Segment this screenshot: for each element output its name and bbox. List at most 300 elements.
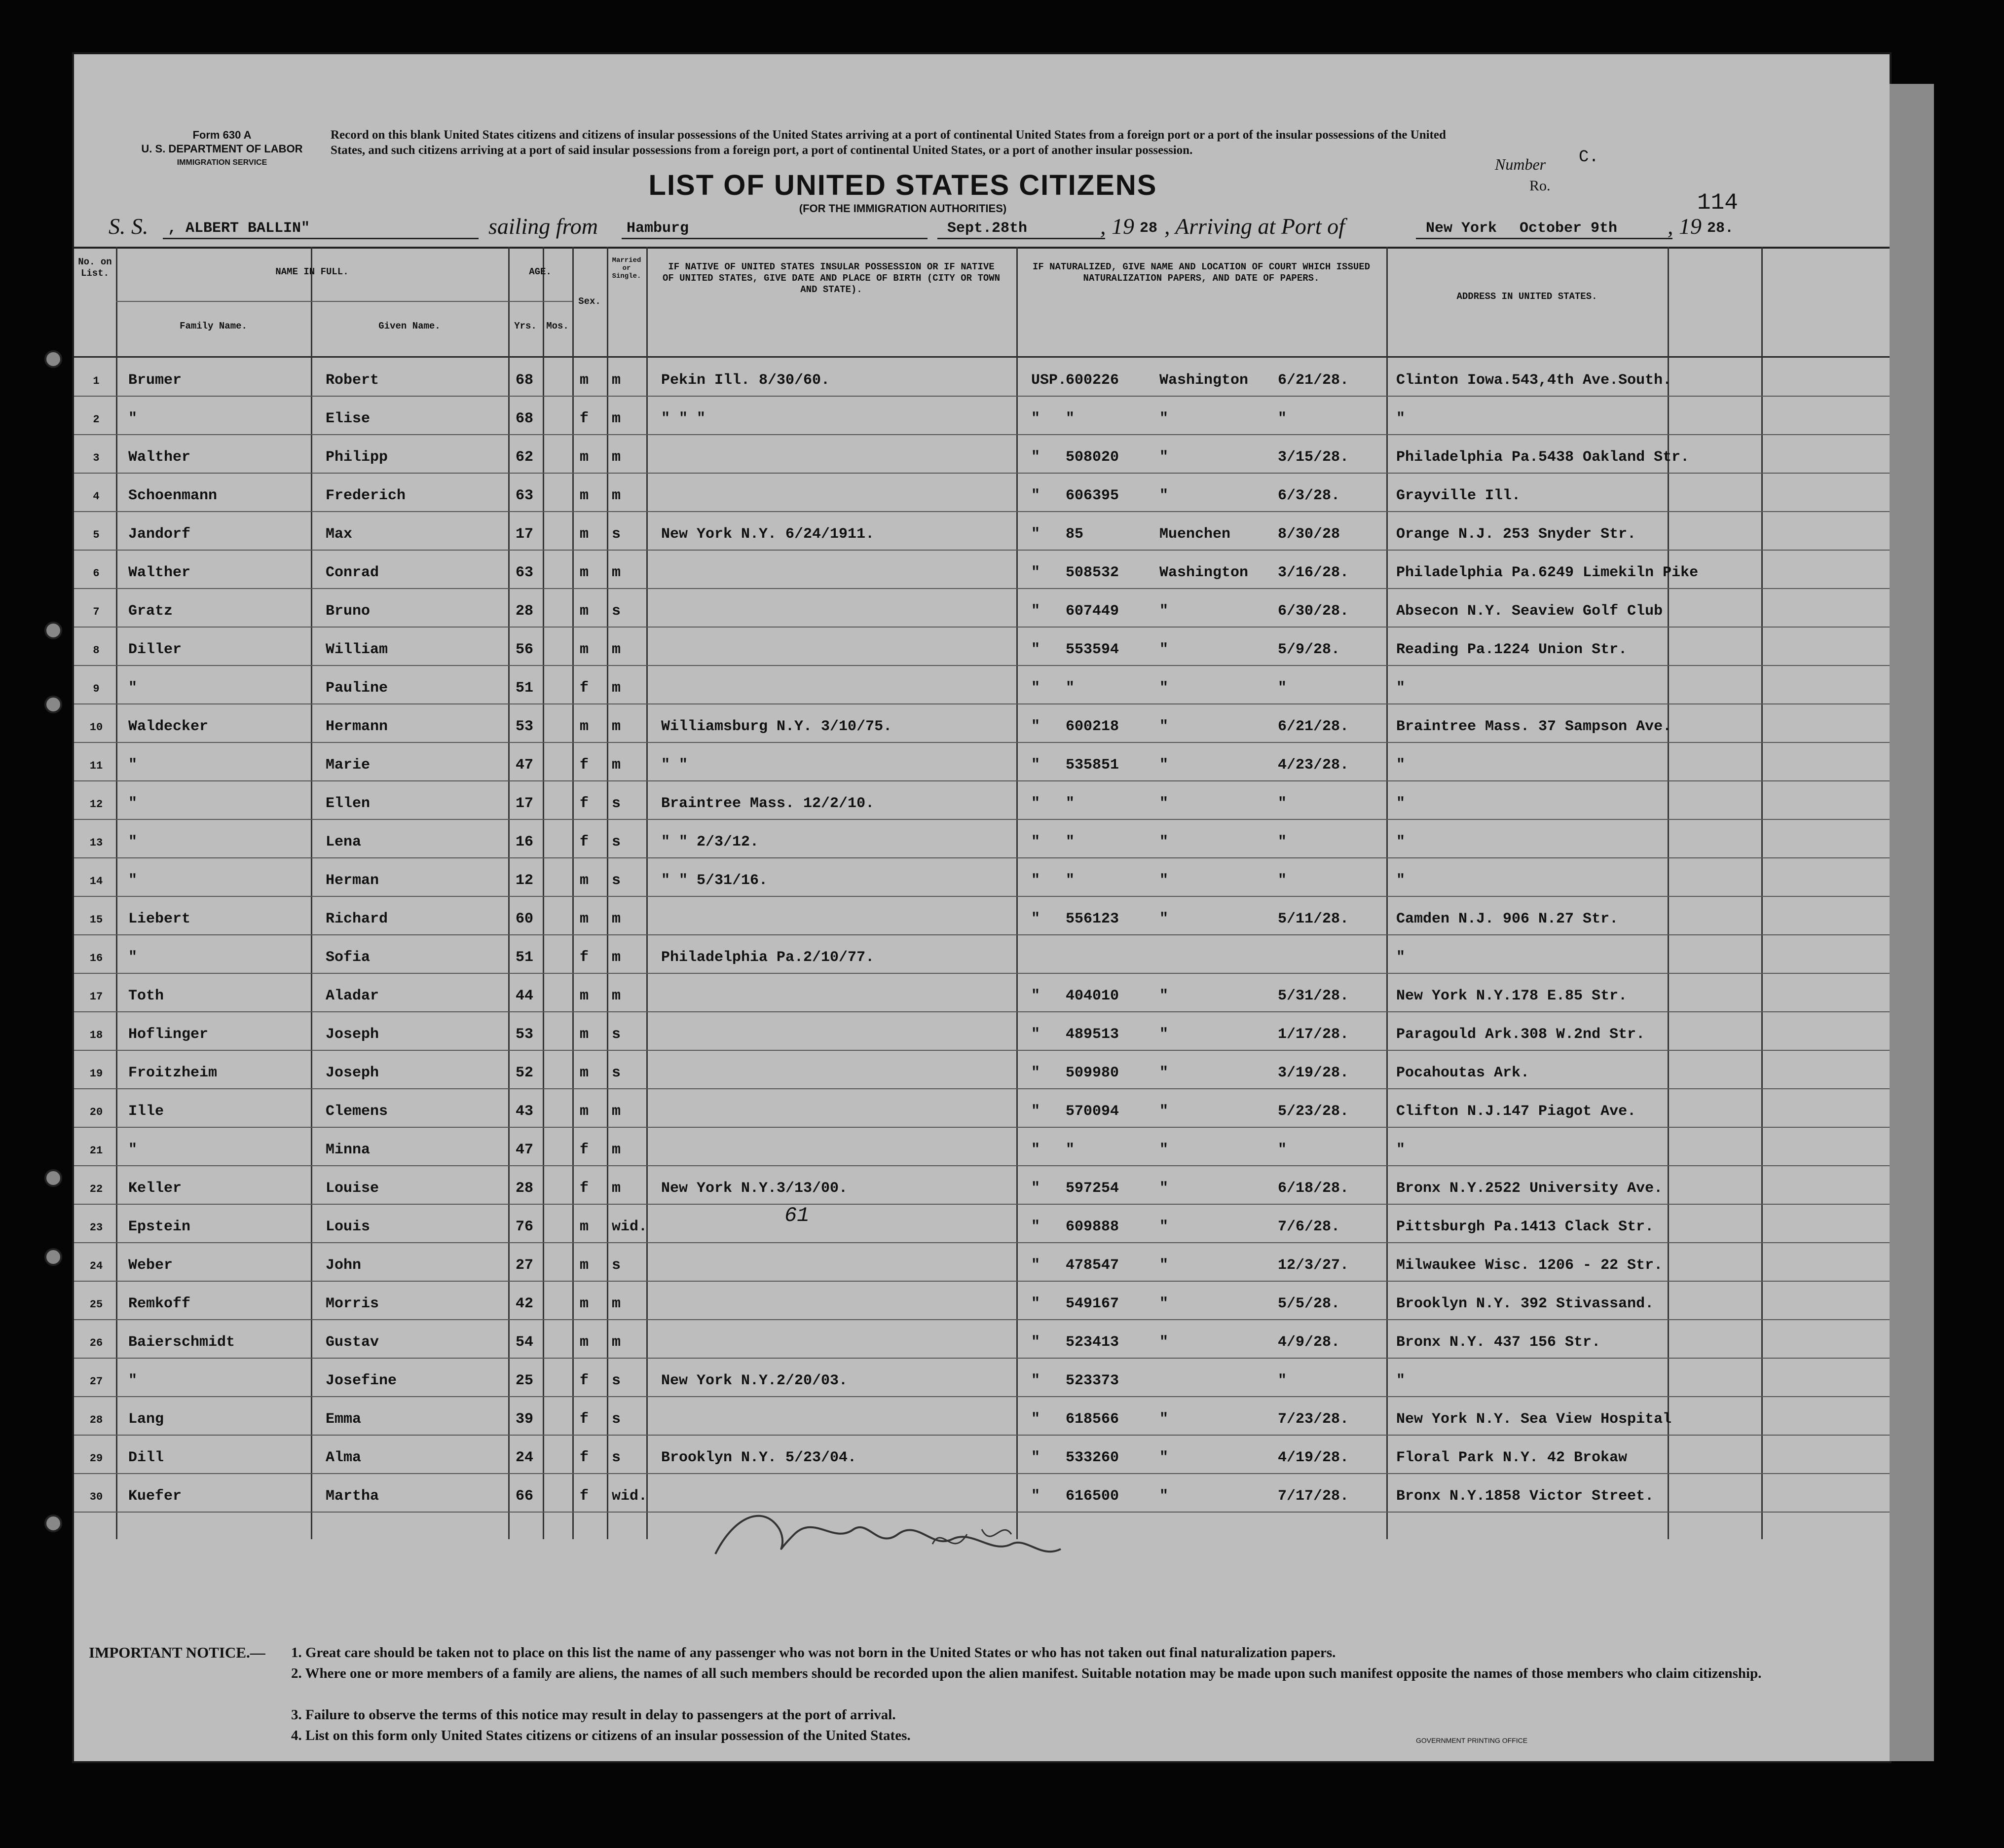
cell-family: Kuefer: [128, 1488, 182, 1505]
cell-no: 17: [89, 991, 103, 1003]
cell-cert: 535851: [1066, 757, 1119, 774]
number-value: C.: [1579, 148, 1599, 167]
table-row: [74, 704, 1890, 743]
cell-cert: 597254: [1066, 1180, 1119, 1197]
cell-address: Milwaukee Wisc. 1206 - 22 Str.: [1396, 1257, 1663, 1274]
col-family-name: Family Name.: [180, 321, 247, 332]
cell-cert-prefix: ": [1031, 834, 1040, 850]
department-name: U. S. DEPARTMENT OF LABOR: [141, 143, 303, 155]
col-no: No. on List.: [78, 257, 112, 279]
cell-given: Clemens: [326, 1103, 388, 1120]
cell-given: Joseph: [326, 1026, 379, 1043]
cell-age: 60: [516, 911, 534, 927]
cell-date: ": [1278, 1142, 1287, 1158]
cell-married: m: [612, 641, 621, 658]
number-label: Number: [1495, 155, 1546, 173]
cell-no: 30: [89, 1491, 103, 1503]
cell-given: Martha: [326, 1488, 379, 1505]
table-row: [74, 820, 1890, 858]
cell-address: Grayville Ill.: [1396, 487, 1521, 504]
cell-cert: 404010: [1066, 988, 1119, 1004]
cell-cert: 478547: [1066, 1257, 1119, 1274]
cell-address: ": [1396, 1372, 1406, 1389]
cell-family: Dill: [128, 1449, 164, 1466]
cell-married: m: [612, 372, 621, 389]
cell-married: s: [612, 795, 621, 812]
cell-given: Pauline: [326, 680, 388, 697]
form-number: Form 630 A: [192, 129, 252, 141]
sail-year: 28: [1140, 220, 1158, 237]
cell-sex: f: [580, 795, 589, 812]
cell-age: 62: [516, 449, 534, 466]
cell-no: 20: [89, 1106, 103, 1118]
cell-sex: m: [580, 1026, 589, 1043]
cell-address: Absecon N.Y. Seaview Golf Club: [1396, 603, 1663, 620]
cell-date: 5/9/28.: [1278, 641, 1340, 658]
cell-married: m: [612, 1334, 621, 1351]
cell-age: 54: [516, 1334, 534, 1351]
ss-label: S. S.: [109, 214, 148, 239]
cell-sex: m: [580, 603, 589, 620]
cell-family: Diller: [128, 641, 182, 658]
cell-given: Joseph: [326, 1065, 379, 1081]
cell-date: 8/30/28: [1278, 526, 1340, 543]
cell-address: Floral Park N.Y. 42 Brokaw: [1396, 1449, 1628, 1466]
cell-age: 17: [516, 795, 534, 812]
cell-given: Gustav: [326, 1334, 379, 1351]
cell-court: ": [1159, 795, 1169, 812]
cell-cert-prefix: ": [1031, 410, 1040, 427]
cell-family: Walther: [128, 449, 191, 466]
cell-birth: New York N.Y. 6/24/1911.: [661, 526, 875, 543]
cell-address: Bronx N.Y.2522 University Ave.: [1396, 1180, 1663, 1197]
cell-married: m: [612, 718, 621, 735]
cell-cert: 606395: [1066, 487, 1119, 504]
cell-age: 42: [516, 1295, 534, 1312]
cell-cert: ": [1066, 834, 1075, 850]
cell-age: 56: [516, 641, 534, 658]
cell-sex: f: [580, 680, 589, 697]
cell-cert: ": [1066, 795, 1075, 812]
col-birth: IF NATIVE OF UNITED STATES INSULAR POSSESSION OR IF NATIVE OF UNITED STATES, GIVE DATE AND PLACE OF BIRTH (CITY OR TOWN AND STATE).: [662, 261, 1001, 295]
notice-label: IMPORTANT NOTICE.—: [89, 1644, 265, 1661]
cell-address: Philadelphia Pa.6249 Limekiln Pike: [1396, 564, 1699, 581]
table-row: [74, 1166, 1890, 1205]
cell-cert-prefix: ": [1031, 1411, 1040, 1428]
table-row: [74, 1205, 1890, 1243]
cell-married: s: [612, 834, 621, 850]
cell-cert: 607449: [1066, 603, 1119, 620]
cell-married: s: [612, 1065, 621, 1081]
cell-court: ": [1159, 1257, 1169, 1274]
cell-age: 68: [516, 372, 534, 389]
cell-cert: 523373: [1066, 1372, 1119, 1389]
cell-no: 12: [89, 798, 103, 811]
cell-cert: 508020: [1066, 449, 1119, 466]
cell-given: Marie: [326, 757, 371, 774]
cell-cert: 556123: [1066, 911, 1119, 927]
arrival-year: 28.: [1707, 220, 1734, 237]
cell-birth: " " ": [661, 410, 706, 427]
cell-cert-prefix: ": [1031, 603, 1040, 620]
table-row: [74, 628, 1890, 666]
table-row: [74, 1051, 1890, 1089]
arriving-label: , Arriving at Port of: [1164, 214, 1345, 239]
cell-age: 28: [516, 603, 534, 620]
cell-cert: ": [1066, 410, 1075, 427]
table-row: [74, 897, 1890, 935]
notice-item-3: 3. Failure to observe the terms of this notice may result in delay to passengers at the port of arrival.: [291, 1707, 896, 1723]
cell-sex: f: [580, 1411, 589, 1428]
cell-date: 3/15/28.: [1278, 449, 1349, 466]
cell-married: m: [612, 1142, 621, 1158]
table-row: [74, 589, 1890, 628]
cell-no: 27: [89, 1375, 103, 1388]
cell-age: 43: [516, 1103, 534, 1120]
cell-age: 52: [516, 1065, 534, 1081]
passenger-table: [74, 247, 1890, 1539]
col-name-in-full: NAME IN FULL.: [275, 266, 349, 277]
cell-date: ": [1278, 872, 1287, 889]
cell-age: 27: [516, 1257, 534, 1274]
cell-no: 23: [89, 1221, 103, 1234]
cell-cert-prefix: ": [1031, 1334, 1040, 1351]
cell-court: ": [1159, 872, 1169, 889]
cell-sex: m: [580, 1219, 589, 1235]
table-row: [74, 743, 1890, 781]
cell-sex: f: [580, 834, 589, 850]
cell-no: 2: [93, 413, 100, 426]
cell-court: ": [1159, 487, 1169, 504]
cell-date: 7/23/28.: [1278, 1411, 1349, 1428]
cell-married: m: [612, 410, 621, 427]
cell-given: Elise: [326, 410, 371, 427]
notice-item-1: 1. Great care should be taken not to place on this list the name of any passenger who was not born in the United States or who has not taken out final naturalization papers.: [291, 1645, 1336, 1661]
table-row: [74, 512, 1890, 551]
cell-address: Bronx N.Y.1858 Victor Street.: [1396, 1488, 1654, 1505]
cell-given: Robert: [326, 372, 379, 389]
cell-address: ": [1396, 872, 1406, 889]
cell-family: ": [128, 872, 138, 889]
arrival-port: New York: [1426, 220, 1497, 237]
cell-sex: f: [580, 1488, 589, 1505]
cell-cert-prefix: ": [1031, 680, 1040, 697]
table-row: [74, 1282, 1890, 1320]
cell-date: ": [1278, 680, 1287, 697]
cell-age: 28: [516, 1180, 534, 1197]
cell-family: Froitzheim: [128, 1065, 218, 1081]
cell-court: ": [1159, 1180, 1169, 1197]
cell-age: 76: [516, 1219, 534, 1235]
cell-no: 21: [89, 1145, 103, 1157]
cell-married: wid.: [612, 1488, 648, 1505]
cell-date: 3/19/28.: [1278, 1065, 1349, 1081]
sail-date: Sept.28th: [947, 220, 1028, 237]
cell-married: m: [612, 449, 621, 466]
cell-cert: 523413: [1066, 1334, 1119, 1351]
cell-court: Muenchen: [1159, 526, 1231, 543]
cell-address: Reading Pa.1224 Union Str.: [1396, 641, 1628, 658]
table-row: [74, 397, 1890, 435]
cell-given: Ellen: [326, 795, 371, 812]
cell-married: m: [612, 1103, 621, 1120]
cell-court: ": [1159, 988, 1169, 1004]
cell-given: Max: [326, 526, 353, 543]
cell-address: ": [1396, 757, 1406, 774]
cell-cert-prefix: ": [1031, 911, 1040, 927]
cell-sex: m: [580, 1295, 589, 1312]
col-address: ADDRESS IN UNITED STATES.: [1456, 291, 1597, 302]
cell-no: 24: [89, 1260, 103, 1272]
cell-cert: 600226: [1066, 372, 1119, 389]
cell-married: s: [612, 1449, 621, 1466]
cell-court: ": [1159, 1026, 1169, 1043]
binder-hole: [44, 1515, 62, 1532]
cell-no: 1: [93, 375, 100, 387]
cell-family: Keller: [128, 1180, 182, 1197]
cell-sex: m: [580, 718, 589, 735]
cell-given: Lena: [326, 834, 362, 850]
table-row: [74, 358, 1890, 397]
cell-given: John: [326, 1257, 362, 1274]
cell-address: Bronx N.Y. 437 156 Str.: [1396, 1334, 1601, 1351]
cell-birth: Brooklyn N.Y. 5/23/04.: [661, 1449, 857, 1466]
cell-married: wid.: [612, 1219, 648, 1235]
notice-item-2: 2. Where one or more members of a family are aliens, the names of all such members should be recorded upon the alien manifest. Suitable notation may be made upon such manifest opposite the names of those members who claim citizenship.: [291, 1665, 1762, 1681]
col-naturalized: IF NATURALIZED, GIVE NAME AND LOCATION OF COURT WHICH ISSUED NATURALIZATION PAPERS, AND DATE OF PAPERS.: [1032, 261, 1371, 284]
cell-family: Weber: [128, 1257, 173, 1274]
cell-family: Jandorf: [128, 526, 191, 543]
table-row: [74, 474, 1890, 512]
arrival-year-prefix: , 19: [1668, 214, 1702, 239]
cell-address: ": [1396, 1142, 1406, 1158]
cell-date: 5/31/28.: [1278, 988, 1349, 1004]
cell-cert-prefix: ": [1031, 1488, 1040, 1505]
cell-family: Remkoff: [128, 1295, 191, 1312]
cell-date: 4/19/28.: [1278, 1449, 1349, 1466]
cell-family: ": [128, 795, 138, 812]
cell-family: Hoflinger: [128, 1026, 209, 1043]
table-row: [74, 1012, 1890, 1051]
cell-birth: Pekin Ill. 8/30/60.: [661, 372, 830, 389]
cell-given: Conrad: [326, 564, 379, 581]
cell-court: ": [1159, 718, 1169, 735]
from-port: Hamburg: [627, 220, 689, 237]
cell-sex: m: [580, 372, 589, 389]
service-name: IMMIGRATION SERVICE: [177, 158, 267, 167]
cell-age: 68: [516, 410, 534, 427]
col-age: AGE.: [529, 266, 552, 277]
arrival-date: October 9th: [1520, 220, 1618, 237]
table-row: [74, 974, 1890, 1012]
cell-no: 6: [93, 567, 100, 580]
cell-sex: m: [580, 564, 589, 581]
binder-hole: [44, 622, 62, 639]
cell-age: 25: [516, 1372, 534, 1389]
cell-sex: m: [580, 988, 589, 1004]
cell-date: 7/17/28.: [1278, 1488, 1349, 1505]
cell-cert-prefix: ": [1031, 1026, 1040, 1043]
cell-cert-prefix: ": [1031, 795, 1040, 812]
cell-address: New York N.Y. Sea View Hospital: [1396, 1411, 1672, 1428]
cell-court: ": [1159, 1295, 1169, 1312]
cell-given: Emma: [326, 1411, 362, 1428]
cell-cert: ": [1066, 872, 1075, 889]
cell-age: 63: [516, 564, 534, 581]
binder-hole: [44, 1248, 62, 1266]
table-row: [74, 1320, 1890, 1359]
cell-married: s: [612, 872, 621, 889]
cell-cert-prefix: ": [1031, 718, 1040, 735]
cell-age: 17: [516, 526, 534, 543]
cell-sex: f: [580, 949, 589, 966]
cell-sex: f: [580, 1449, 589, 1466]
cell-address: Clifton N.J.147 Piagot Ave.: [1396, 1103, 1636, 1120]
cell-date: 12/3/27.: [1278, 1257, 1349, 1274]
binder-hole: [44, 1169, 62, 1187]
cell-sex: f: [580, 757, 589, 774]
cell-address: Braintree Mass. 37 Sampson Ave.: [1396, 718, 1672, 735]
cell-birth: New York N.Y.3/13/00.: [661, 1180, 848, 1197]
cell-married: m: [612, 564, 621, 581]
table-row: [74, 1089, 1890, 1128]
table-row: [74, 935, 1890, 974]
cell-married: s: [612, 1026, 621, 1043]
cell-married: s: [612, 1372, 621, 1389]
sailing-label: sailing from: [488, 214, 598, 239]
table-row: [74, 551, 1890, 589]
cell-no: 11: [89, 760, 103, 772]
cell-cert: 549167: [1066, 1295, 1119, 1312]
cell-cert-prefix: ": [1031, 1103, 1040, 1120]
cell-cert-prefix: ": [1031, 1219, 1040, 1235]
cell-married: s: [612, 1411, 621, 1428]
cell-married: s: [612, 1257, 621, 1274]
cell-age: 47: [516, 1142, 534, 1158]
cell-sex: m: [580, 872, 589, 889]
cell-given: Josefine: [326, 1372, 397, 1389]
cell-date: ": [1278, 795, 1287, 812]
cell-married: s: [612, 603, 621, 620]
cell-family: ": [128, 680, 138, 697]
cell-age: 51: [516, 680, 534, 697]
cell-married: m: [612, 680, 621, 697]
cell-family: ": [128, 1142, 138, 1158]
cell-date: 1/17/28.: [1278, 1026, 1349, 1043]
cell-date: 6/18/28.: [1278, 1180, 1349, 1197]
cell-court: ": [1159, 1103, 1169, 1120]
cell-given: Aladar: [326, 988, 379, 1004]
cell-married: m: [612, 1295, 621, 1312]
cell-cert: ": [1066, 680, 1075, 697]
cell-date: 4/23/28.: [1278, 757, 1349, 774]
cell-court: ": [1159, 1065, 1169, 1081]
paper-edge: [1890, 84, 1934, 1761]
table-row: [74, 666, 1890, 704]
cell-birth: Braintree Mass. 12/2/10.: [661, 795, 875, 812]
cell-given: Louise: [326, 1180, 379, 1197]
table-row: [74, 1359, 1890, 1397]
col-married: Married or Single.: [612, 257, 641, 280]
cell-cert: 533260: [1066, 1449, 1119, 1466]
cell-birth: New York N.Y.2/20/03.: [661, 1372, 848, 1389]
cell-sex: m: [580, 1334, 589, 1351]
table-row: [74, 1128, 1890, 1166]
official-signature: [705, 1475, 1080, 1584]
cell-given: William: [326, 641, 388, 658]
cell-sex: m: [580, 641, 589, 658]
cell-cert-prefix: ": [1031, 757, 1040, 774]
cell-address: Brooklyn N.Y. 392 Stivassand.: [1396, 1295, 1654, 1312]
cell-cert-prefix: USP.: [1031, 372, 1067, 389]
cell-court: ": [1159, 834, 1169, 850]
table-row: [74, 1436, 1890, 1474]
cell-sex: m: [580, 449, 589, 466]
cell-address: Clinton Iowa.543,4th Ave.South.: [1396, 372, 1672, 389]
cell-family: ": [128, 949, 138, 966]
table-row: [74, 1243, 1890, 1282]
cell-given: Philipp: [326, 449, 388, 466]
cell-given: Richard: [326, 911, 388, 927]
binder-hole: [44, 696, 62, 713]
cell-family: Epstein: [128, 1219, 191, 1235]
cell-age: 51: [516, 949, 534, 966]
cell-given: Bruno: [326, 603, 371, 620]
cell-sex: m: [580, 1065, 589, 1081]
cell-no: 8: [93, 644, 100, 657]
cell-cert-prefix: ": [1031, 449, 1040, 466]
cell-family: Toth: [128, 988, 164, 1004]
cell-address: Pittsburgh Pa.1413 Clack Str.: [1396, 1219, 1654, 1235]
cell-married: s: [612, 526, 621, 543]
cell-cert-prefix: ": [1031, 1142, 1040, 1158]
cell-family: ": [128, 1372, 138, 1389]
form-identifier: [113, 128, 331, 170]
cell-date: 5/11/28.: [1278, 911, 1349, 927]
cell-age: 53: [516, 1026, 534, 1043]
cell-cert-prefix: ": [1031, 1257, 1040, 1274]
cell-date: ": [1278, 1372, 1287, 1389]
page-title: LIST OF UNITED STATES CITIZENS: [648, 169, 1157, 201]
cell-address: Camden N.J. 906 N.27 Str.: [1396, 911, 1619, 927]
cell-married: m: [612, 949, 621, 966]
cell-address: ": [1396, 834, 1406, 850]
cell-given: Alma: [326, 1449, 362, 1466]
ro-label: Ro.: [1529, 178, 1551, 194]
cell-date: ": [1278, 410, 1287, 427]
table-row: [74, 858, 1890, 897]
cell-cert-prefix: ": [1031, 1065, 1040, 1081]
cell-address: Orange N.J. 253 Snyder Str.: [1396, 526, 1636, 543]
cell-family: Ille: [128, 1103, 164, 1120]
cell-given: Frederich: [326, 487, 406, 504]
cell-given: Morris: [326, 1295, 379, 1312]
cell-court: Washington: [1159, 564, 1249, 581]
cell-cert-prefix: ": [1031, 1180, 1040, 1197]
cell-cert: 609888: [1066, 1219, 1119, 1235]
table-row: [74, 781, 1890, 820]
cell-sex: m: [580, 911, 589, 927]
cell-age: 47: [516, 757, 534, 774]
cell-married: m: [612, 988, 621, 1004]
cell-no: 16: [89, 952, 103, 964]
cell-cert-prefix: ": [1031, 872, 1040, 889]
cell-age: 24: [516, 1449, 534, 1466]
notice-item-4: 4. List on this form only United States citizens or citizens of an insular possession of the United States.: [291, 1728, 911, 1743]
cell-court: ": [1159, 911, 1169, 927]
cell-court: ": [1159, 1334, 1169, 1351]
cell-court: ": [1159, 1411, 1169, 1428]
